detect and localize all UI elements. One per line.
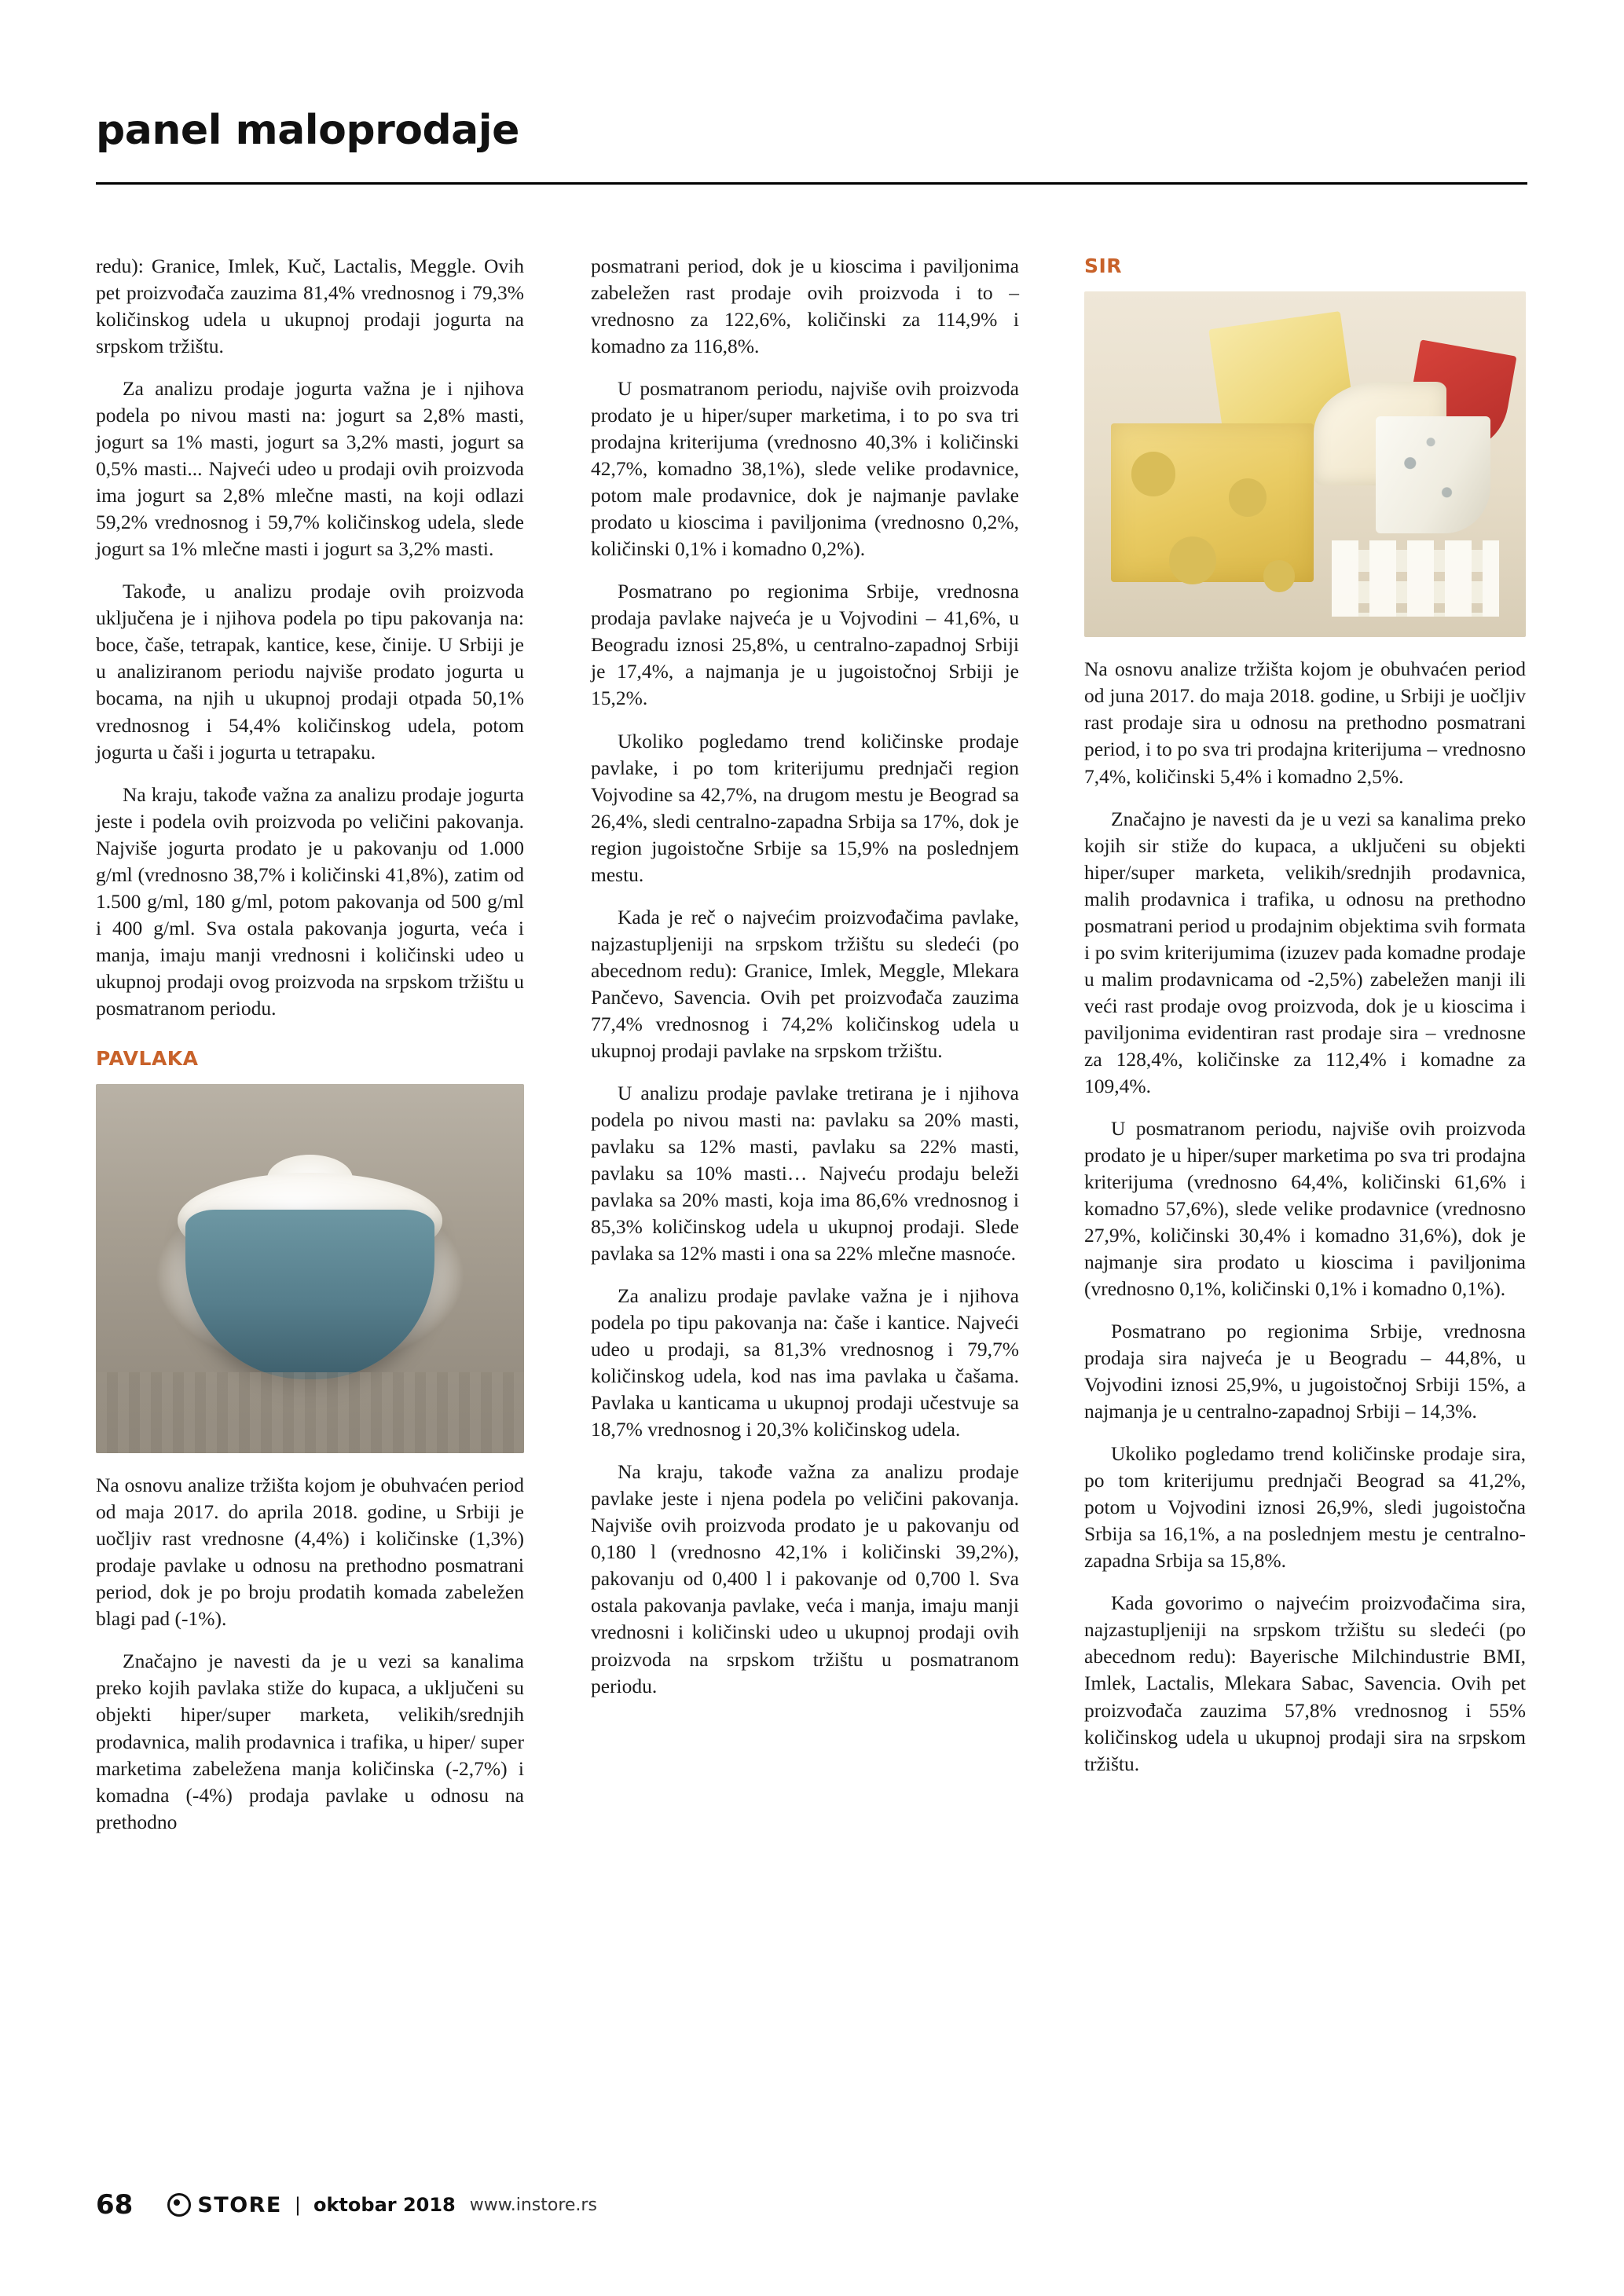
article-column-1 <box>96 253 524 1836</box>
paragraph: U posmatranom periodu, najviše ovih proizvoda prodato je u hiper/super marketima po sva tri prodajna kriterijuma (vrednosno 64,4%, količinski 61,6% i komadno 57,6%), slede velike prodavnice (vrednosno 27,9%, količinski 30,4% i komadno 31,6%), dok je najmanje sira prodato u kioscima i pavilјonima (vrednosno 0,1%, količinski 0,1% i komadno 0,1%). <box>1084 1116 1526 1301</box>
paragraph: Na kraju, takođe važna za analizu prodaje pavlake jeste i njena podela po veličini pakovanja. Najviše ovih proizvoda prodato je u pakovanju od 0,180 l (vrednosno 42,1% i količinski 39,2%), pakovanju od 0,400 l i pakovanje od 0,700 l. Sva ostala pakovanja pavlake, veća i manja, imaju manji vrednosni i količinski udeo u ukupnoj prodaji ovih proizvoda na srpskom tržištu u posmatranom periodu. <box>591 1460 1019 1697</box>
paragraph: Kada govorimo o najvećim proizvođačima sira, najzastupljeniji na srpskom tržištu su sledeći (po abecednom redu): Bayerische Milchindustrie BMI, Imlek, Lactalis, Mlekara Sabac, Savencia. Ovih pet proizvođača zauzima 57,8% vrednosnog i 55% količinskog udela u ukupnoj prodaji sira na srpskom tržištu. <box>1084 1591 1526 1775</box>
paragraph: Za analizu prodaje pavlake važna je i njihova podela po tipu pakovanja na: čaše i kantice. Najveći udeo u prodaji, sa 81,3% vrednosnog i 79,7% količinskog udela, kod nas ima pavlaka u čašama. Pavlaka u kanticama u ukupnoj prodaji učestvuje sa 18,7% vrednosnog i 20,3% količinskog udela. <box>591 1284 1019 1441</box>
paragraph: Posmatrano po regionima Srbije, vrednosna prodaja pavlake najveća je u Vojvodini – 41,6%, u Beogradu iznosi 25,8%, u centralno-zapadnoj Srbiji je 17,4%, a najmanja je u jugoistočnoj Srbiji je 15,2%. <box>591 580 1019 710</box>
header-divider <box>96 182 1527 185</box>
paragraph: posmatrani period, dok je u kioscima i pavilјonima zabeležen rast prodaje ovih proizvoda i to – vrednosno za 122,6%, količinski za 114,9% i komadno za 116,8%. <box>591 255 1019 358</box>
paragraph: redu): Granice, Imlek, Kuč, Lactalis, Meggle. Ovih pet proizvođača zauzima 81,4% vrednosnog i 79,3% količinskog udela u ukupnoj prodaji jogurta na srpskom tržištu. <box>96 255 524 358</box>
paragraph: Na osnovu analize tržišta kojom je obuhvaćen period od maja 2017. do aprila 2018. godine, u Srbiji je uočljiv rast vrednosne (4,4%) i količinske (1,3%) prodaje pavlake u odnosu na prethodno posmatrani period, dok je po broju prodatih komada zabeležen blagi pad (-1%). <box>96 1474 524 1631</box>
paragraph: Značajno je navesti da je u vezi sa kanalima preko kojih pavlaka stiže do kupaca, a uključeni su objekti hiper/super marketa, velikih/srednjih prodavnica, malih prodavnica i trafika, u hiper/ super marketima zabeležena manja količinska (-2,7%) i komadna (-4%) prodaja pavlake u odnosu na prethodno <box>96 1650 524 1833</box>
paragraph: Takođe, u analizu prodaje ovih proizvoda uključena je i njihova podela po tipu pakovanja na: boce, čaše, tetrapak, kantice, kese, činije. U Srbiji je u analiziranom periodu najviše prodato jogurta u bocama, na njih u ukupnoj prodaji otpada 50,1% vrednosnog i 54,4% količinskog udela, potom jogurta u čaši i jogurta u tetrapaku. <box>96 580 524 764</box>
paragraph: Na osnovu analize tržišta kojom je obuhvaćen period od juna 2017. do maja 2018. godine, u Srbiji je uočljiv rast prodaje sira u odnosu na prethodno posmatrani period, i to po sva tri prodajna kriterijuma – vrednosno 7,4%, količinski 5,4% i komadno 2,5%. <box>1084 657 1526 788</box>
footer-separator: | <box>294 2194 301 2216</box>
section-heading-sir: SIR <box>1084 255 1123 277</box>
pavlaka-photo <box>96 1084 524 1453</box>
page-title: panel maloprodaje <box>96 107 519 154</box>
section-heading-pavlaka: PAVLAKA <box>96 1046 199 1070</box>
page-number: 68 <box>96 2189 134 2221</box>
paragraph: U analizu prodaje pavlake tretirana je i njihova podela po nivou masti na: pavlaku sa 20% masti, pavlaku sa 12% masti, pavlaku sa 22% masti, pavlaku sa 10% masti… Najveću prodaju beleži pavlaka sa 20% masti, koja ima 86,6% vrednosnog i 85,3% količinskog udela u ukupnoj prodaji. Slede pavlaka sa 12% masti i ona sa 22% mlečne masnoće. <box>591 1081 1019 1265</box>
article-column-2 <box>591 253 1019 1700</box>
article-column-3 <box>1084 253 1526 1778</box>
cheese-cubes <box>1332 540 1500 617</box>
instore-logo <box>167 2193 282 2217</box>
bowl-shape <box>185 1210 434 1379</box>
issue-date: oktobar 2018 <box>313 2194 456 2216</box>
paragraph: Posmatrano po regionima Srbije, vrednosna prodaja sira najveća je u Beogradu – 44,8%, u Vojvodini iznosi 25,9%, u jugoistočnoj Srbiji 15%, a najmanja je u centralno-zapadnoj Srbiji – 14,3%. <box>1084 1320 1526 1423</box>
copyright-icon <box>167 2193 191 2217</box>
paragraph: Ukoliko pogledamo trend količinske prodaje pavlake, i po tom kriterijumu prednjači region Vojvodine sa 42,7%, na drugom mestu je Beograd sa 26,4%, sledi centralno-zapadna Srbija sa 17%, dok je region jugoistočne Srbije sa 15,9% na poslednjem mestu. <box>591 729 1019 886</box>
sir-photo <box>1084 291 1526 637</box>
page-footer <box>96 2189 1527 2221</box>
page-header <box>96 107 1526 154</box>
paragraph: Značajno je navesti da je u vezi sa kanalima preko kojih sir stiže do kupaca, a uključeni su objekti hiper/super marketa, velikih/srednjih prodavnica, malih prodavnica i trafika, u odnosu na prethodno posmatrani period u prodajnim objektima svih formata i po svim kriterijumima (izuzev pada komadne prodaje u malim prodavnicama od -2,5%) zabeležen manji ili veći rast prodaje ovog proizvoda, dok je u kioscima i pavilјonima evidentiran rast prodaje sira – vrednosne za 128,4%, količinske za 112,4% i komadne za 109,4%. <box>1084 807 1526 1097</box>
paragraph: U posmatranom periodu, najviše ovih proizvoda prodato je u hiper/super marketima, i to po sva tri prodajna kriterijuma (vrednosno 40,3% i količinski 42,7%, komadno 38,1%), slede velike prodavnice, potom male prodavnice, dok je najmanje pavlake prodato u kioscima i pavilјonima (vrednosno 0,2%, količinski 0,1% i komadno 0,2%). <box>591 377 1019 561</box>
paragraph: Kada je reč o najvećim proizvođačima pavlake, najzastupljeniji na srpskom tržištu su sledeći (po abecednom redu): Granice, Imlek, Meggle, Mlekara Pančevo, Savencia. Ovih pet proizvođača zauzima 77,4% vrednosnog i 74,2% količinskog udela u ukupnoj prodaji pavlake na srpskom tržištu. <box>591 905 1019 1062</box>
paragraph: Na kraju, takođe važna za analizu prodaje jogurta jeste i podela ovih proizvoda po veličini pakovanja. Najviše jogurta prodato je u pakovanju od 1.000 g/ml (vrednosno 38,7% i količinski 41,8%), zatim od 1.500 g/ml, 180 g/ml, potom pakovanja od 500 g/ml i 400 g/ml. Sva ostala pakovanja jogurta, veća i manja, imaju manji vrednosni i količinski udeo u ukupnoj prodaji ovog proizvoda na srpskom tržištu u posmatranom periodu. <box>96 782 524 1020</box>
logo-text: STORE <box>197 2192 282 2217</box>
paragraph: Za analizu prodaje jogurta važna je i njihova podela po nivou masti na: jogurt sa 2,8% masti, jogurt sa 1% masti, jogurt sa 3,2% masti, jogurt sa 0,5% masti... Najveći udeo u prodaji ovih proizvoda ima jogurt sa 2,8% mlečne masti, na koji odlazi 59,2% vrednosnog i 59,7% količinskog udela, slede jogurt sa 1% mlečne masti i jogurt sa 3,2% masti. <box>96 377 524 561</box>
paragraph: Ukoliko pogledamo trend količinske prodaje sira, po tom kriterijumu prednjači Beograd sa 41,2%, potom u Vojvodini iznosi 26,9%, sledi jugoistočna Srbija sa 16,1%, a na poslednjem mestu je centralno-zapadna Srbija sa 15,8%. <box>1084 1442 1526 1573</box>
website-url: www.instore.rs <box>469 2195 597 2215</box>
cloth-texture <box>96 1372 524 1453</box>
cheese-emmental-block <box>1111 423 1314 582</box>
cheese-blue-wedge <box>1376 416 1490 534</box>
